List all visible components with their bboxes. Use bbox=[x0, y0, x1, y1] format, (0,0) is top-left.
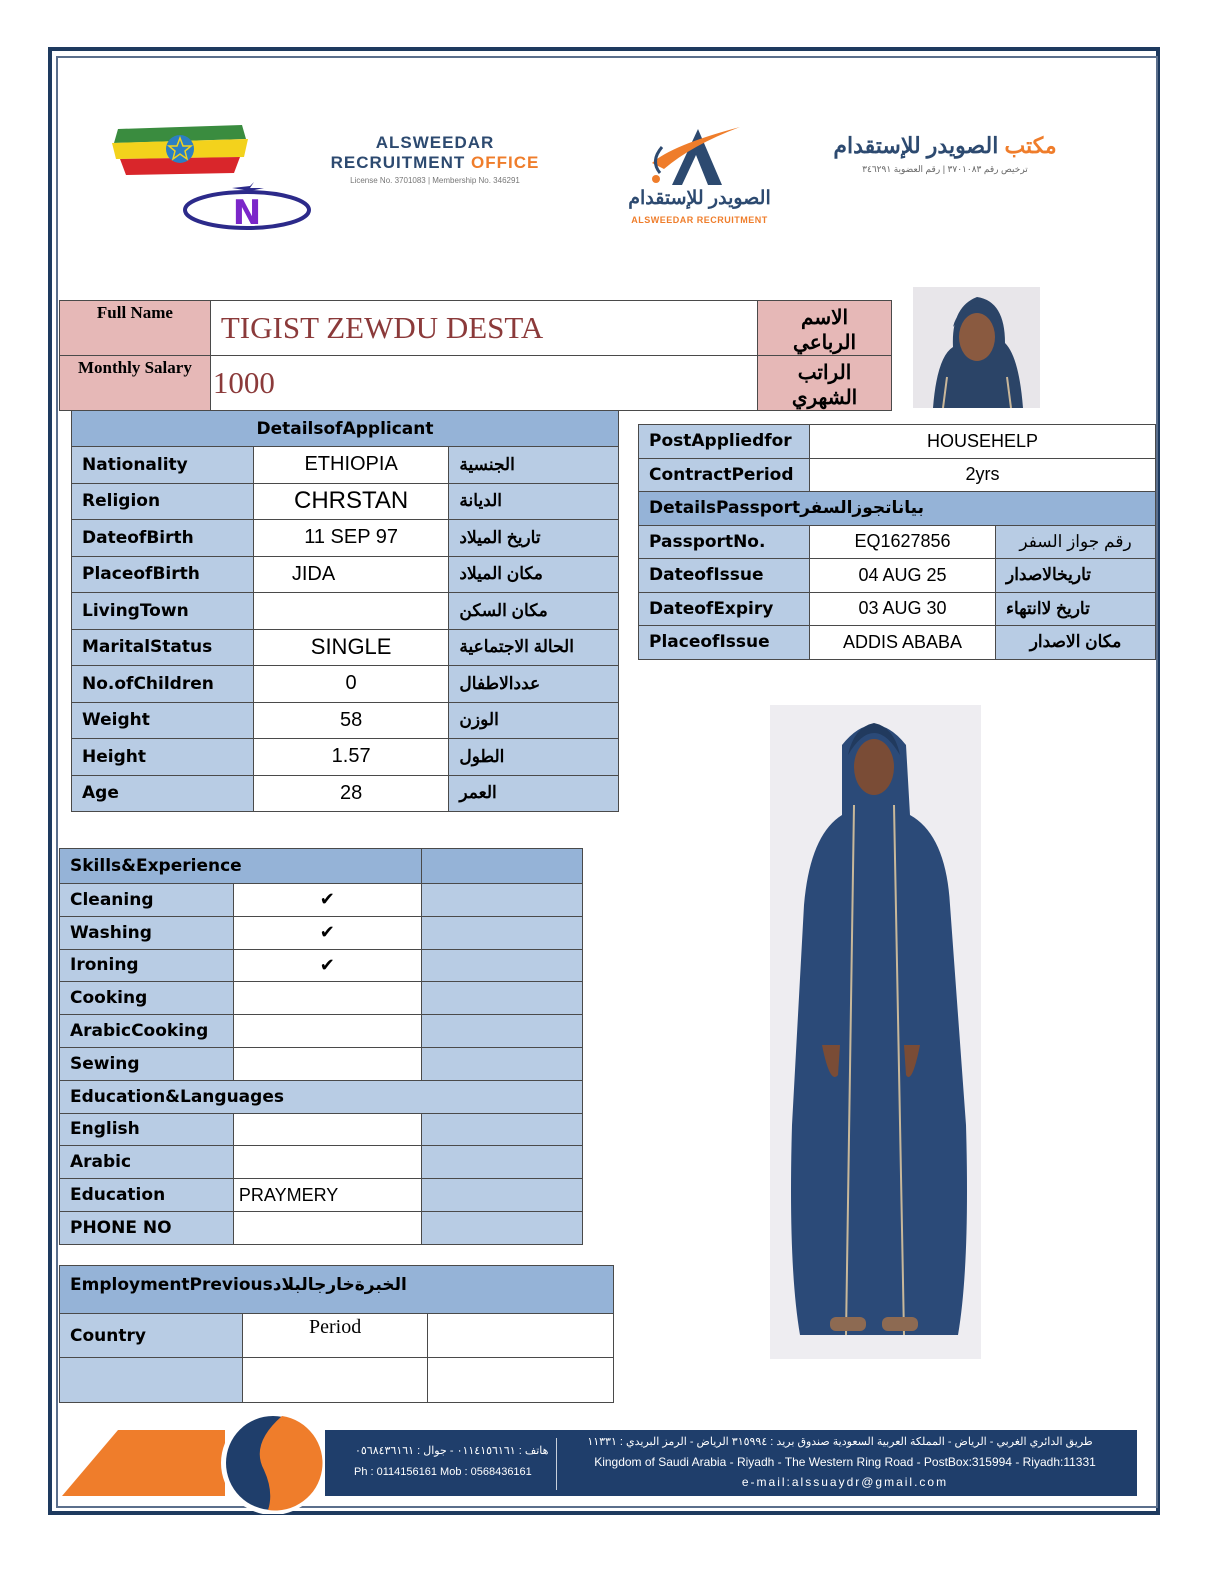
height-label-ar: الطول bbox=[449, 739, 619, 776]
expiry-date-label-ar: تاريخ لاانتهاء bbox=[996, 592, 1156, 626]
skill-cooking-check bbox=[233, 982, 421, 1015]
skill-arabic-cooking-extra bbox=[421, 1015, 582, 1048]
phone-label: PHONE NO bbox=[60, 1211, 234, 1244]
education-title: Education&Languages bbox=[60, 1080, 583, 1113]
table-row bbox=[639, 425, 1156, 459]
education-title-row bbox=[60, 1080, 583, 1113]
footer-phone-ar: هاتف : ٠١١٤١٥٦١٦١ - جوال : ٠٥٦٨٤٣٦١٦١ bbox=[355, 1445, 549, 1457]
english-value bbox=[233, 1113, 421, 1146]
employment-country-value bbox=[60, 1358, 243, 1403]
table-row bbox=[60, 1113, 583, 1146]
issue-place-value: ADDIS ABABA bbox=[810, 626, 996, 660]
full-name-row bbox=[60, 301, 892, 356]
salary-value: 1000 bbox=[210, 356, 757, 411]
company-name-line2 bbox=[320, 153, 550, 173]
employment-title bbox=[60, 1266, 614, 1314]
living-town-label: LivingTown bbox=[72, 593, 254, 630]
skill-cooking-extra bbox=[421, 982, 582, 1015]
post-applied-label: PostAppliedfor bbox=[639, 425, 810, 459]
height-label: Height bbox=[72, 739, 254, 776]
ethiopia-flag-icon bbox=[110, 125, 250, 175]
nationality-label-ar: الجنسية bbox=[449, 447, 619, 484]
full-name-label-ar: الاسم الرباعي bbox=[758, 301, 892, 356]
check-icon: ✔ bbox=[319, 954, 335, 975]
marital-status-label: MaritalStatus bbox=[72, 629, 254, 666]
pob-label-ar: مكان الميلاد bbox=[449, 556, 619, 593]
employment-title-en: EmploymentPrevious bbox=[70, 1275, 273, 1295]
skill-sewing-label: Sewing bbox=[60, 1047, 234, 1080]
children-label: No.ofChildren bbox=[72, 666, 254, 703]
education-extra bbox=[421, 1179, 582, 1212]
company-name-line1: ALSWEEDAR bbox=[375, 133, 495, 152]
a-logo-arabic-name: الصويدر للإستقدام bbox=[628, 188, 771, 209]
expiry-date-value: 03 AUG 30 bbox=[810, 592, 996, 626]
issue-date-value: 04 AUG 25 bbox=[810, 559, 996, 593]
arabic-extra bbox=[421, 1146, 582, 1179]
arabic-value bbox=[233, 1146, 421, 1179]
country-label: Country bbox=[60, 1314, 243, 1358]
company-arabic-license: ترخيص رقم ٣٧٠١٠٨٣ | رقم العضوية ٣٤٦٢٩١ bbox=[862, 164, 1028, 174]
employment-extra-value bbox=[428, 1358, 614, 1403]
issue-date-label-ar: تاريخالاصدار bbox=[996, 559, 1156, 593]
table-row bbox=[60, 1314, 614, 1358]
weight-label: Weight bbox=[72, 702, 254, 739]
skill-arabic-cooking-check bbox=[233, 1015, 421, 1048]
dob-label: DateofBirth bbox=[72, 520, 254, 557]
english-label: English bbox=[60, 1113, 234, 1146]
table-row bbox=[60, 949, 583, 982]
a-logo-icon bbox=[612, 125, 787, 187]
skill-cooking-label: Cooking bbox=[60, 982, 234, 1015]
table-row bbox=[639, 592, 1156, 626]
check-icon: ✔ bbox=[319, 889, 335, 910]
table-row bbox=[72, 556, 619, 593]
applicant-portrait-photo bbox=[913, 287, 1040, 408]
skill-cleaning-extra bbox=[421, 884, 582, 917]
passport-title-en: DetailsPassport bbox=[649, 498, 801, 519]
check-icon: ✔ bbox=[319, 922, 335, 943]
full-name-label: Full Name bbox=[60, 301, 211, 356]
religion-label-ar: الديانة bbox=[449, 483, 619, 520]
skill-cleaning-check bbox=[233, 884, 421, 917]
weight-label-ar: الوزن bbox=[449, 702, 619, 739]
nationality-label: Nationality bbox=[72, 447, 254, 484]
a-logo-english-name: ALSWEEDAR RECRUITMENT bbox=[631, 215, 768, 225]
skills-title-row bbox=[60, 849, 583, 884]
salary-label: Monthly Salary bbox=[60, 356, 211, 411]
table-row bbox=[60, 982, 583, 1015]
passport-title bbox=[639, 492, 1156, 526]
table-row bbox=[60, 1047, 583, 1080]
footer-brand-shape-icon bbox=[60, 1408, 330, 1514]
weight-value: 58 bbox=[253, 702, 449, 739]
passport-table bbox=[638, 424, 1156, 660]
skill-ironing-extra bbox=[421, 949, 582, 982]
n-logo-letter: N bbox=[232, 193, 262, 232]
table-row bbox=[60, 1146, 583, 1179]
license-line: License No. 3701083 | Membership No. 346291 bbox=[350, 176, 520, 185]
applicant-details-table bbox=[71, 410, 619, 812]
table-row bbox=[639, 458, 1156, 492]
company-arabic-main: الصويدر للإستقدام bbox=[833, 133, 999, 158]
table-row bbox=[72, 702, 619, 739]
skill-washing-label: Washing bbox=[60, 916, 234, 949]
table-row bbox=[72, 775, 619, 812]
pob-label: PlaceofBirth bbox=[72, 556, 254, 593]
footer-separator bbox=[556, 1438, 557, 1490]
table-row bbox=[72, 739, 619, 776]
skill-washing-check bbox=[233, 916, 421, 949]
height-value: 1.57 bbox=[253, 739, 449, 776]
table-row bbox=[72, 483, 619, 520]
skills-title: Skills&Experience bbox=[60, 849, 422, 884]
english-extra bbox=[421, 1113, 582, 1146]
employment-table bbox=[59, 1265, 614, 1403]
age-label: Age bbox=[72, 775, 254, 812]
expiry-date-label: DateofExpiry bbox=[639, 592, 810, 626]
salary-row bbox=[60, 356, 892, 411]
skills-table bbox=[59, 848, 583, 1245]
passport-title-row bbox=[639, 492, 1156, 526]
table-row bbox=[60, 1179, 583, 1212]
full-name-value: TIGIST ZEWDU DESTA bbox=[210, 301, 757, 356]
passport-no-label: PassportNo. bbox=[639, 525, 810, 559]
skill-ironing-check bbox=[233, 949, 421, 982]
issue-date-label: DateofIssue bbox=[639, 559, 810, 593]
religion-value: CHRSTAN bbox=[253, 483, 449, 520]
phone-value bbox=[233, 1211, 421, 1244]
applicant-full-body-photo bbox=[770, 705, 981, 1359]
employment-title-ar: الخبرةخارجالبلاد bbox=[272, 1275, 407, 1295]
contract-period-value: 2yrs bbox=[810, 458, 1156, 492]
issue-place-label: PlaceofIssue bbox=[639, 626, 810, 660]
education-value: PRAYMERY bbox=[233, 1179, 421, 1212]
age-value: 28 bbox=[253, 775, 449, 812]
table-row bbox=[60, 1358, 614, 1403]
company-a-logo bbox=[612, 125, 787, 230]
company-logo-english bbox=[320, 133, 550, 185]
skills-title-extra bbox=[421, 849, 582, 884]
salary-label-ar: الراتب الشهري bbox=[758, 356, 892, 411]
dob-label-ar: تاريخ الميلاد bbox=[449, 520, 619, 557]
skill-washing-extra bbox=[421, 916, 582, 949]
issue-place-label-ar: مكان الاصدار bbox=[996, 626, 1156, 660]
skill-arabic-cooking-label: ArabicCooking bbox=[60, 1015, 234, 1048]
phone-extra bbox=[421, 1211, 582, 1244]
living-town-label-ar: مكان السكن bbox=[449, 593, 619, 630]
age-label-ar: العمر bbox=[449, 775, 619, 812]
footer-address-en: Kingdom of Saudi Arabia - Riyadh - The Western Ring Road - PostBox:315994 - Riyadh:11331 bbox=[594, 1455, 1096, 1469]
company-arabic-name bbox=[815, 133, 1075, 159]
skill-ironing-label: Ironing bbox=[60, 949, 234, 982]
footer-contact-band bbox=[325, 1430, 1137, 1496]
footer-email: e-mail:alssuaydr@gmail.com bbox=[741, 1475, 949, 1489]
passport-no-value: EQ1627856 bbox=[810, 525, 996, 559]
table-row bbox=[72, 593, 619, 630]
skill-sewing-check bbox=[233, 1047, 421, 1080]
dob-value: 11 SEP 97 bbox=[253, 520, 449, 557]
table-row bbox=[639, 559, 1156, 593]
footer-address-ar: طريق الدائري الغربي - الرياض - المملكة العربية السعودية صندوق بريد : ٣١٥٩٩٤ الرياض - الرمز البريدي : ١١٣٣١ bbox=[587, 1436, 1093, 1448]
children-value: 0 bbox=[253, 666, 449, 703]
table-row bbox=[72, 520, 619, 557]
employment-title-row bbox=[60, 1266, 614, 1314]
company-logo-arabic bbox=[815, 133, 1075, 175]
period-label: Period bbox=[242, 1314, 428, 1358]
table-row bbox=[72, 447, 619, 484]
table-row bbox=[60, 1211, 583, 1244]
nationality-value: ETHIOPIA bbox=[253, 447, 449, 484]
company-name-recruitment: RECRUITMENT bbox=[330, 153, 466, 172]
table-row bbox=[639, 525, 1156, 559]
skill-cleaning-label: Cleaning bbox=[60, 884, 234, 917]
marital-status-value: SINGLE bbox=[253, 629, 449, 666]
company-arabic-prefix: مكتب bbox=[1004, 133, 1057, 158]
employment-period-value bbox=[242, 1358, 428, 1403]
n-travel-logo-icon bbox=[180, 182, 315, 232]
marital-status-label-ar: الحالة الاجتماعية bbox=[449, 629, 619, 666]
table-row bbox=[72, 629, 619, 666]
table-row bbox=[60, 884, 583, 917]
company-name-office: OFFICE bbox=[471, 153, 540, 172]
applicant-details-title: DetailsofApplicant bbox=[72, 411, 619, 447]
employment-extra-header bbox=[428, 1314, 614, 1358]
pob-value: JIDA bbox=[253, 556, 449, 593]
identity-table bbox=[59, 300, 892, 411]
arabic-label: Arabic bbox=[60, 1146, 234, 1179]
children-label-ar: عددالاطفال bbox=[449, 666, 619, 703]
passport-no-label-ar: رقم جواز السفر bbox=[996, 525, 1156, 559]
contract-period-label: ContractPeriod bbox=[639, 458, 810, 492]
table-row bbox=[60, 916, 583, 949]
education-label: Education bbox=[60, 1179, 234, 1212]
religion-label: Religion bbox=[72, 483, 254, 520]
table-row bbox=[639, 626, 1156, 660]
table-row bbox=[60, 1015, 583, 1048]
living-town-value bbox=[253, 593, 449, 630]
passport-title-ar: بياناتجوزالسفر bbox=[800, 498, 924, 519]
table-row bbox=[72, 666, 619, 703]
footer-phone-en: Ph : 0114156161 Mob : 0568436161 bbox=[354, 1466, 532, 1478]
skill-sewing-extra bbox=[421, 1047, 582, 1080]
post-applied-value: HOUSEHELP bbox=[810, 425, 1156, 459]
